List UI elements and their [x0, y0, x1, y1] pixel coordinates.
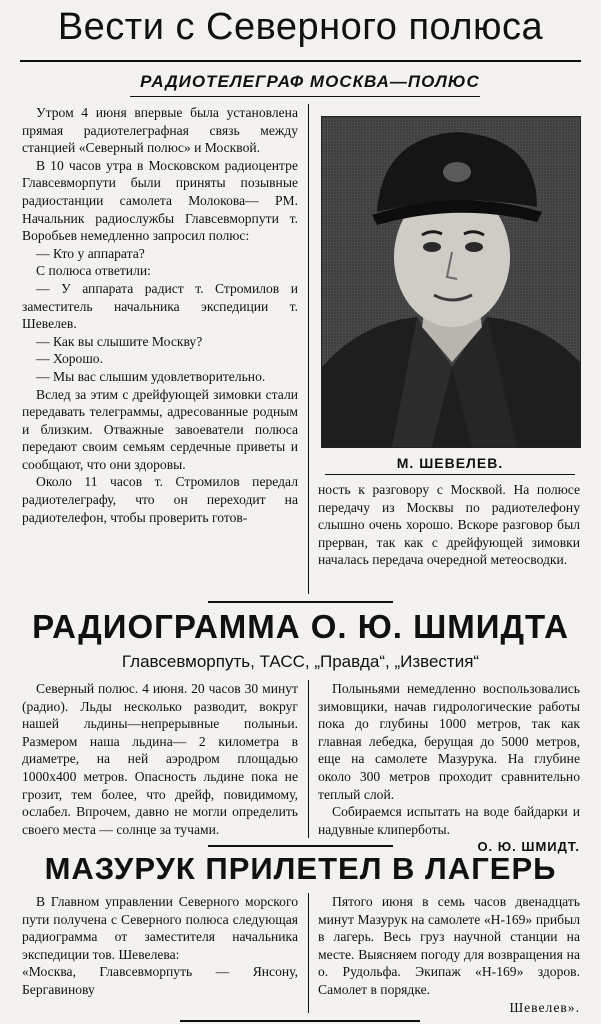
- bottom-rule: [180, 1020, 420, 1022]
- section2-left-column: [22, 680, 298, 838]
- portrait-photo: [321, 116, 581, 448]
- section3-right-column: [318, 893, 580, 1016]
- paragraph: — Мы вас слышим удовлетворительно.: [36, 368, 266, 384]
- column-divider: [308, 680, 309, 838]
- paragraph: ность к разговору с Москвой. На полюсе передачу из Москвы по радиотелефону слышно очень хорошо. Вскоре разговор был прерван, так как с дрейфующей зимовки началась передача очередной метеосводки.: [318, 482, 580, 568]
- section2-headline: РАДИОГРАММА О. Ю. ШМИДТА: [32, 608, 569, 645]
- section3-left-column: [22, 893, 298, 999]
- page-headline: Вести с Северного полюса: [57, 6, 544, 48]
- paragraph: — Хорошо.: [36, 351, 104, 367]
- section-divider: [208, 601, 393, 603]
- signature: Шевелев».: [509, 999, 580, 1015]
- paragraph: — Кто у аппарата?: [36, 245, 145, 261]
- paragraph: В Главном управлении Северного морского пути получена с Северного полюса следующая радиограмма от заместителя начальника экспедиции тов. Шевелева:: [22, 894, 298, 962]
- portrait-illustration: [322, 117, 580, 447]
- section1-left-column: [22, 104, 298, 526]
- paragraph: Полыньями немедленно воспользовались зимовщики, начав гидрологические работы пока до глубины 1000 метров, так как главная лебедка, берущая до 5000 метров, еще на самолете Мазурука. На глубине около 300 метров проходит сравнительно теплый слой.: [318, 681, 580, 802]
- paragraph: Собираемся испытать на воде байдарки и надувные клиперботы.: [318, 804, 580, 837]
- paragraph: Пятого июня в семь часов двенадцать минут Мазурук на самолете «Н-169» прибыл в лагерь. Весь груз научной станции на месте. Выясняем погоду для возвращения на о. Рудольфа. Экипаж «Н-169» здоров. Самолет в порядке.: [318, 894, 580, 997]
- paragraph: — Как вы слышите Москву?: [36, 333, 203, 349]
- paragraph: «Москва, Главсевморпуть — Янсону, Бергавинову: [22, 964, 298, 997]
- headline-rule: [20, 60, 581, 62]
- paragraph: Вслед за этим с дрейфующей зимовки стали передавать телеграммы, адресованные родным и близким. Отважные завоеватели полюса передают своим семьям сердечные приветы и сообщают, что они здоровы.: [22, 386, 298, 472]
- paragraph: В 10 часов утра в Московском радиоцентре Главсевморпути были приняты позывные радиостанции самолета Молокова— РМ. Начальник радиослужбы Главсевморпути т. Воробьев немедленно запросил полюс:: [22, 157, 298, 244]
- column-divider: [308, 893, 309, 1013]
- section2-right-column: [318, 680, 580, 856]
- paragraph: — У аппарата радист т. Стромилов и заместитель начальника экспедиции т. Шевелев.: [22, 280, 298, 332]
- section1-right-column: [318, 481, 580, 569]
- paragraph: С полюса ответили:: [36, 263, 151, 279]
- photo-caption: М. ШЕВЕЛЕВ.: [396, 455, 504, 471]
- section-divider: [208, 845, 393, 847]
- section1-subhead: РАДИОТЕЛЕГРАФ МОСКВА—ПОЛЮС: [140, 72, 480, 91]
- signature: О. Ю. ШМИДТ.: [477, 839, 580, 855]
- section2-sources: Главсевморпуть, ТАСС, „Правда“, „Известия“: [121, 652, 480, 671]
- paragraph: Около 11 часов т. Стромилов передал радиотелеграфу, что он переходит на радиотелефон, чтобы проверить готов-: [22, 474, 298, 525]
- column-divider: [308, 104, 309, 594]
- caption-rule: [325, 474, 575, 475]
- subhead-rule: [130, 96, 480, 97]
- paragraph: Северный полюс. 4 июня. 20 часов 30 минут (радио). Льды несколько разводит, вокруг нашей льдины—непрерывные полыньи. Размером наша льдина— 2 километра в диаметре, на ней аэродром площадью 1000х400 метров. Опасность льдине пока не грозит, тем более, что дрейф, повидимому, ослабел. Впрочем, давно не могли определить своего места — солнце за тучами.: [22, 681, 298, 837]
- paragraph: Утром 4 июня впервые была установлена прямая радиотелеграфная связь между станцией «Северный полюс» и Москвой.: [22, 105, 298, 156]
- section3-headline: МАЗУРУК ПРИЛЕТЕЛ В ЛАГЕРЬ: [44, 851, 557, 886]
